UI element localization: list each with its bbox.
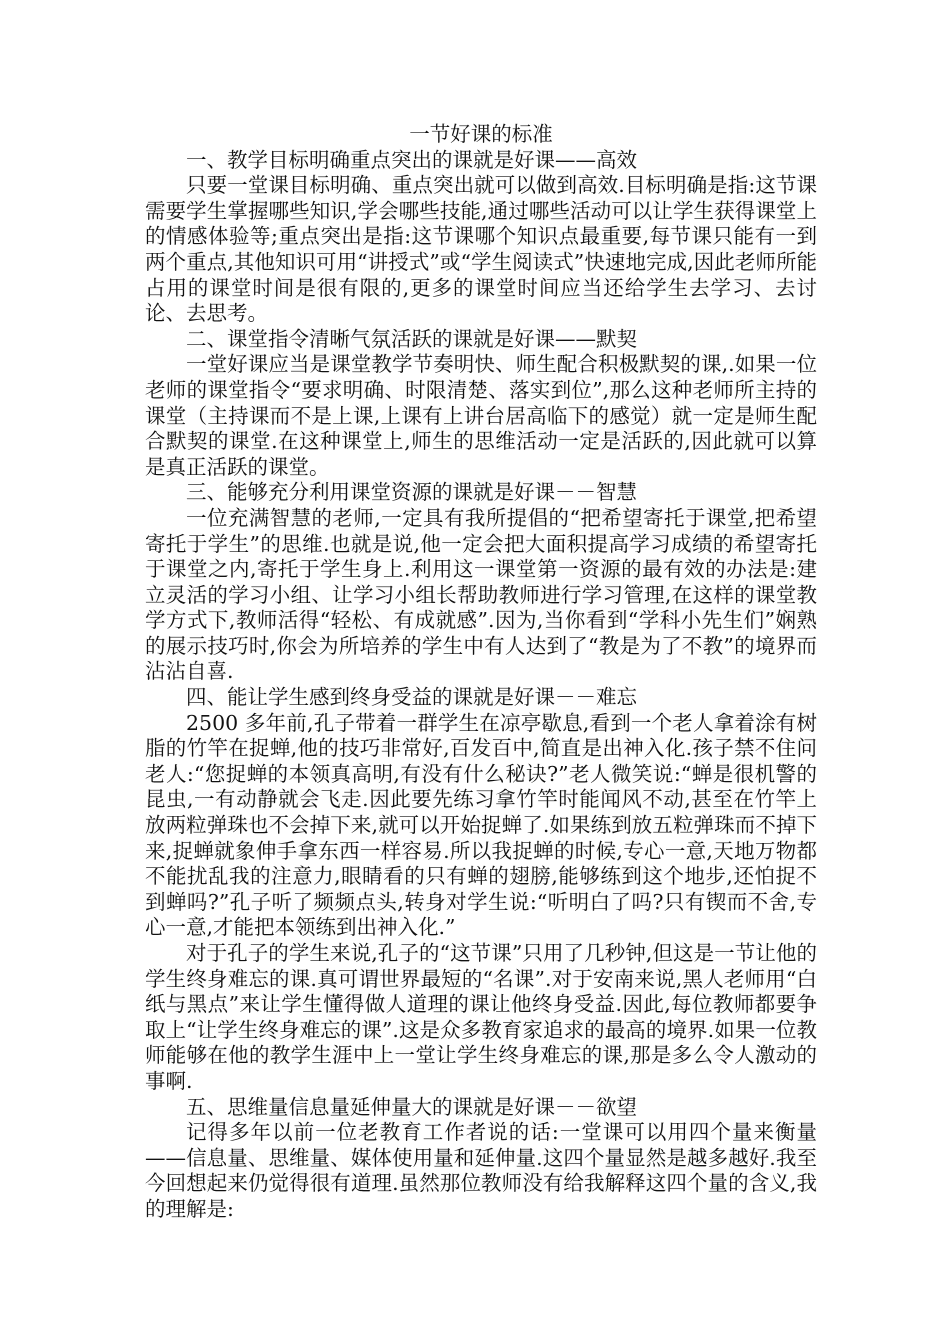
section-heading-3: 三、能够充分利用课堂资源的课就是好课－－智慧	[186, 480, 637, 505]
section-4-paragraph-2: 对于孔子的学生来说,孔子的“这节课”只用了几秒钟,但这是一节让他的学生终身难忘的课.真可谓世界最短的“名课”.对于安南来说,黑人老师用“白纸与黑点”来让学生懂得做人道理的课让他终身受益.因此,每位教师都要争取上“让学生终身难忘的课”.这是众多教育家追求的最高的境界.如果一位教师能够在他的教学生涯中上一堂让学生终身难忘的课,那是多么令人激动的事啊.	[145, 941, 817, 1093]
section-3-paragraph-1: 一位充满智慧的老师,一定具有我所提倡的“把希望寄托于课堂,把希望寄托于学生”的思维.也就是说,他一定会把大面积提高学习成绩的希望寄托于课堂之内,寄托于学生身上.利用这一课堂第一资源的最有效的办法是:建立灵活的学习小组、让学习小组长帮助教师进行学习管理,在这样的课堂教学方式下,教师活得“轻松、有成就感”.因为,当你看到“学科小先生们”娴熟的展示技巧时,你会为所培养的学生中有人达到了“教是为了不教”的境界而沾沾自喜.	[145, 505, 817, 684]
section-2-paragraph-1: 一堂好课应当是课堂教学节奏明快、师生配合积极默契的课,.如果一位老师的课堂指令“要求明确、时限清楚、落实到位”,那么这种老师所主持的课堂（主持课而不是上课,上课有上讲台居高临下的感觉）就一定是师生配合默契的课堂.在这种课堂上,师生的思维活动一定是活跃的,因此就可以算是真正活跃的课堂。	[145, 352, 817, 479]
section-heading-5: 五、思维量信息量延伸量大的课就是好课－－欲望	[186, 1094, 637, 1119]
document-page	[145, 122, 817, 1223]
section-5-paragraph-1: 记得多年以前一位老教育工作者说的话:一堂课可以用四个量来衡量——信息量、思维量、媒体使用量和延伸量.这四个量显然是越多越好.我至今回想起来仍觉得很有道理.虽然那位教师没有给我解释这四个量的含义,我的理解是:	[145, 1120, 817, 1221]
section-heading-1: 一、教学目标明确重点突出的课就是好课——高效	[186, 147, 637, 172]
section-heading-4: 四、能让学生感到终身受益的课就是好课－－难忘	[186, 685, 637, 710]
document-title: 一节好课的标准	[409, 122, 553, 146]
section-heading-2: 二、课堂指令清晰气氛活跃的课就是好课——默契	[186, 326, 637, 351]
section-1-paragraph-1: 只要一堂课目标明确、重点突出就可以做到高效.目标明确是指:这节课需要学生掌握哪些知识,学会哪些技能,通过哪些活动可以让学生获得课堂上的情感体验等;重点突出是指:这节课哪个知识点最重要,每节课只能有一到两个重点,其他知识可用“讲授式”或“学生阅读式”快速地完成,因此老师所能占用的课堂时间是很有限的,更多的课堂时间应当还给学生去学习、去讨论、去思考。	[145, 173, 817, 326]
section-4-paragraph-1: 2500 多年前,孔子带着一群学生在凉亭歇息,看到一个老人拿着涂有树脂的竹竿在捉蝉,他的技巧非常好,百发百中,简直是出神入化.孩子禁不住问老人:“您捉蝉的本领真高明,有没有什么秘诀?”老人微笑说:“蝉是很机警的昆虫,一有动静就会飞走.因此要先练习拿竹竿时能闻风不动,甚至在竹竿上放两粒弹珠也不会掉下来,就可以开始捉蝉了.如果练到放五粒弹珠而不掉下来,捉蝉就象伸手拿东西一样容易.所以我捉蝉的时候,专心一意,天地万物都不能扰乱我的注意力,眼睛看的只有蝉的翅膀,能够练到这个地步,还怕捉不到蝉吗?”孔子听了频频点头,转身对学生说:“听明白了吗?只有锲而不舍,专心一意,才能把本领练到出神入化.”	[145, 710, 817, 940]
